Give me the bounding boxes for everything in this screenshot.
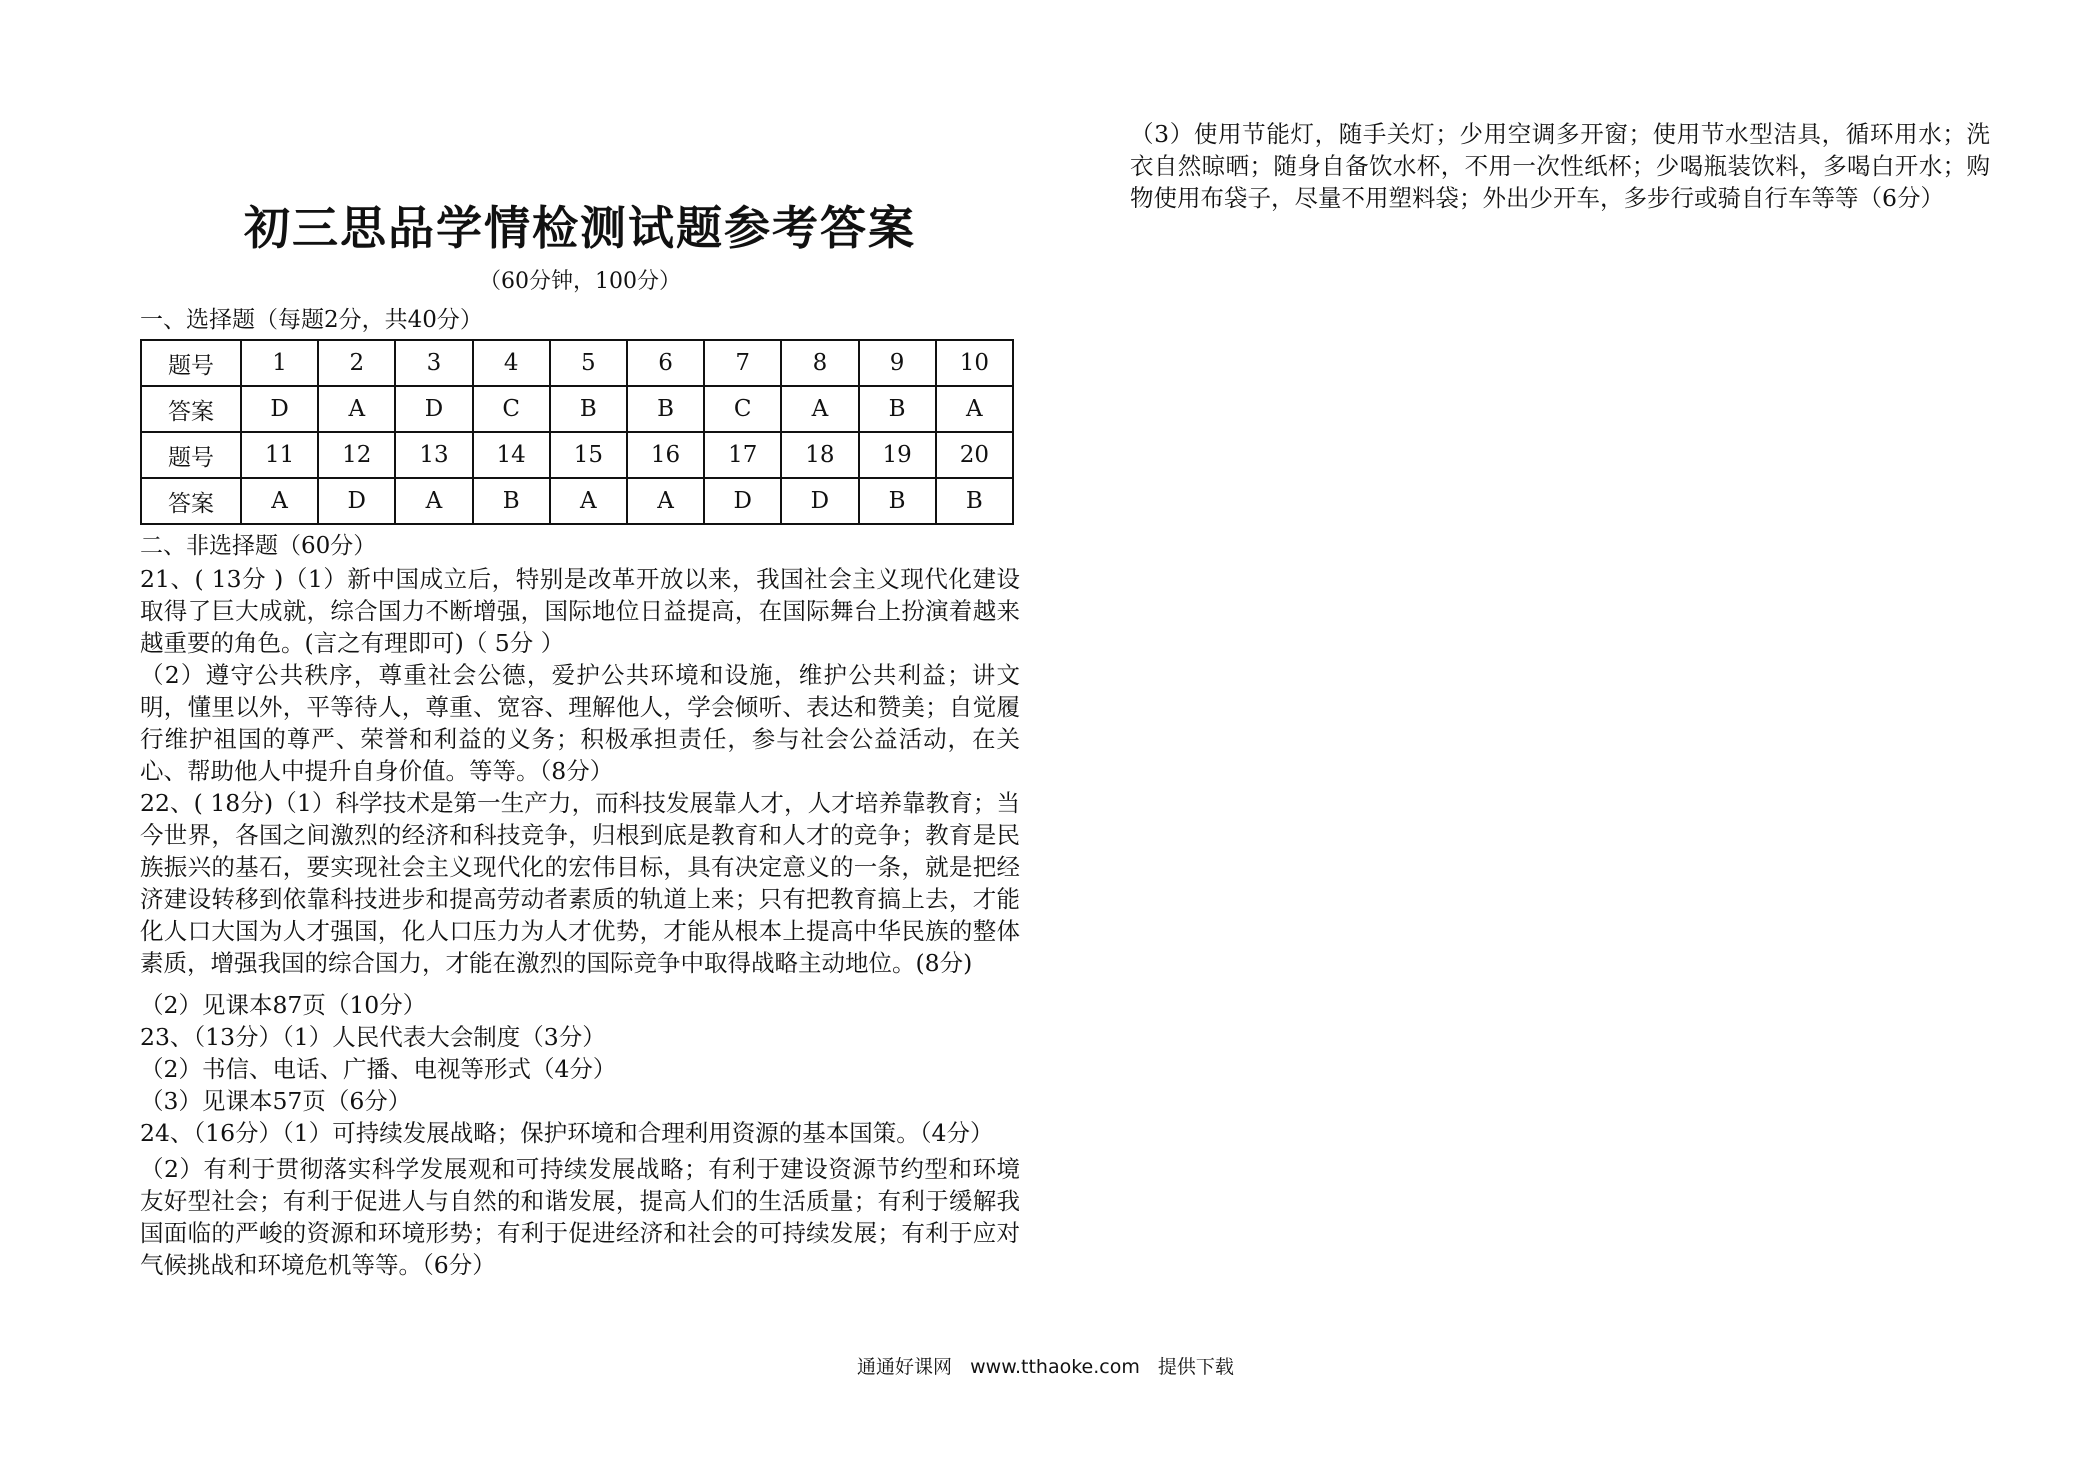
row-label: 题号 bbox=[141, 432, 241, 478]
answer-cell: 9 bbox=[859, 340, 936, 386]
answer-cell: 1 bbox=[241, 340, 318, 386]
page-title: 初三思品学情检测试题参考答案 bbox=[244, 201, 916, 255]
section1-heading: 一、选择题（每题2分，共40分） bbox=[140, 307, 483, 333]
right-column bbox=[1130, 118, 1990, 214]
answer-cell: D bbox=[704, 478, 781, 524]
answer-cell: 19 bbox=[859, 432, 936, 478]
answer-cell: C bbox=[704, 386, 781, 432]
q24-part2: （2）有利于贯彻落实科学发展观和可持续发展战略；有利于建设资源节约型和环境友好型社会；有利于促进人与自然的和谐发展，提高人们的生活质量；有利于缓解我国面临的严峻的资源和环境形势；有利于促进经济和社会的可持续发展；有利于应对气候挑战和环境危机等等。（6分） bbox=[140, 1155, 1020, 1279]
footer bbox=[0, 1352, 2091, 1379]
q23-part3: （3）见课本57页（6分） bbox=[140, 1087, 412, 1115]
footer-suffix: 提供下载 bbox=[1157, 1356, 1234, 1378]
answer-cell: D bbox=[241, 386, 318, 432]
answer-cell: B bbox=[859, 478, 936, 524]
row-label: 答案 bbox=[141, 478, 241, 524]
answer-cell: 10 bbox=[936, 340, 1013, 386]
answer-cell: 20 bbox=[936, 432, 1013, 478]
answer-cell: 13 bbox=[395, 432, 472, 478]
answer-cell: A bbox=[936, 386, 1013, 432]
q21-part1: 21、( 13分 )（1）新中国成立后，特别是改革开放以来，我国社会主义现代化建设取得了巨大成就，综合国力不断增强，国际地位日益提高，在国际舞台上扮演着越来越重要的角色。(言之有理即可)（ 5分 ） bbox=[140, 565, 1020, 657]
answer-cell: 18 bbox=[781, 432, 858, 478]
answer-cell: 6 bbox=[627, 340, 704, 386]
answer-cell: 15 bbox=[550, 432, 627, 478]
answer-cell: B bbox=[550, 386, 627, 432]
answer-cell: B bbox=[859, 386, 936, 432]
answer-cell: A bbox=[318, 386, 395, 432]
answer-cell: D bbox=[781, 478, 858, 524]
answer-cell: A bbox=[241, 478, 318, 524]
answer-cell: D bbox=[318, 478, 395, 524]
answer-cell: A bbox=[781, 386, 858, 432]
answer-cell: 16 bbox=[627, 432, 704, 478]
answer-cell: B bbox=[627, 386, 704, 432]
footer-site: 通通好课网 bbox=[857, 1356, 953, 1378]
left-column bbox=[140, 180, 1020, 1281]
q22-part2: （2）见课本87页（10分） bbox=[140, 991, 427, 1019]
row-label: 题号 bbox=[141, 340, 241, 386]
answer-cell: C bbox=[473, 386, 550, 432]
answer-table-row bbox=[141, 478, 1013, 524]
answer-cell: B bbox=[473, 478, 550, 524]
answer-cell: 5 bbox=[550, 340, 627, 386]
answer-cell: 3 bbox=[395, 340, 472, 386]
q24-part1: 24、（16分）（1）可持续发展战略；保护环境和合理利用资源的基本国策。（4分） bbox=[140, 1119, 994, 1147]
footer-url: www.tthaoke.com bbox=[970, 1356, 1140, 1378]
answer-table-row bbox=[141, 340, 1013, 386]
answer-table bbox=[140, 339, 1014, 525]
q22-part1: 22、( 18分)（1）科学技术是第一生产力，而科技发展靠人才，人才培养靠教育；当今世界，各国之间激烈的经济和科技竞争，归根到底是教育和人才的竞争；教育是民族振兴的基石，要实现社会主义现代化的宏伟目标，具有决定意义的一条，就是把经济建设转移到依靠科技进步和提高劳动者素质的轨道上来；只有把教育搞上去，才能化人口大国为人才强国，化人口压力为人才优势，才能从根本上提高中华民族的整体素质，增强我国的综合国力，才能在激烈的国际竞争中取得战略主动地位。(8分) bbox=[140, 789, 1020, 977]
answer-table-row bbox=[141, 386, 1013, 432]
answer-cell: 2 bbox=[318, 340, 395, 386]
page-subtitle: （60分钟，100分） bbox=[479, 269, 681, 294]
section2-heading: 二、非选择题（60分） bbox=[140, 533, 377, 559]
answer-cell: 7 bbox=[704, 340, 781, 386]
answer-cell: 4 bbox=[473, 340, 550, 386]
q24-part3: （3）使用节能灯，随手关灯；少用空调多开窗；使用节水型洁具，循环用水；洗衣自然晾晒；随身自备饮水杯，不用一次性纸杯；少喝瓶装饮料，多喝白开水；购物使用布袋子，尽量不用塑料袋；外出少开车，多步行或骑自行车等等（6分） bbox=[1130, 120, 1990, 212]
q21-part2: （2）遵守公共秩序，尊重社会公德，爱护公共环境和设施，维护公共利益；讲文明，懂里以外，平等待人，尊重、宽容、理解他人，学会倾听、表达和赞美；自觉履行维护祖国的尊严、荣誉和利益的义务；积极承担责任，参与社会公益活动，在关心、帮助他人中提升自身价值。等等。（8分） bbox=[140, 661, 1020, 785]
answer-cell: 14 bbox=[473, 432, 550, 478]
answer-cell: 12 bbox=[318, 432, 395, 478]
answer-cell: 17 bbox=[704, 432, 781, 478]
answer-cell: D bbox=[395, 386, 472, 432]
answer-cell: A bbox=[550, 478, 627, 524]
answer-cell: A bbox=[395, 478, 472, 524]
answer-cell: 11 bbox=[241, 432, 318, 478]
row-label: 答案 bbox=[141, 386, 241, 432]
q23-part1: 23、（13分）（1）人民代表大会制度（3分） bbox=[140, 1023, 606, 1051]
q23-part2: （2）书信、电话、广播、电视等形式（4分） bbox=[140, 1055, 617, 1083]
answer-cell: 8 bbox=[781, 340, 858, 386]
answer-cell: B bbox=[936, 478, 1013, 524]
answer-table-row bbox=[141, 432, 1013, 478]
answer-cell: A bbox=[627, 478, 704, 524]
